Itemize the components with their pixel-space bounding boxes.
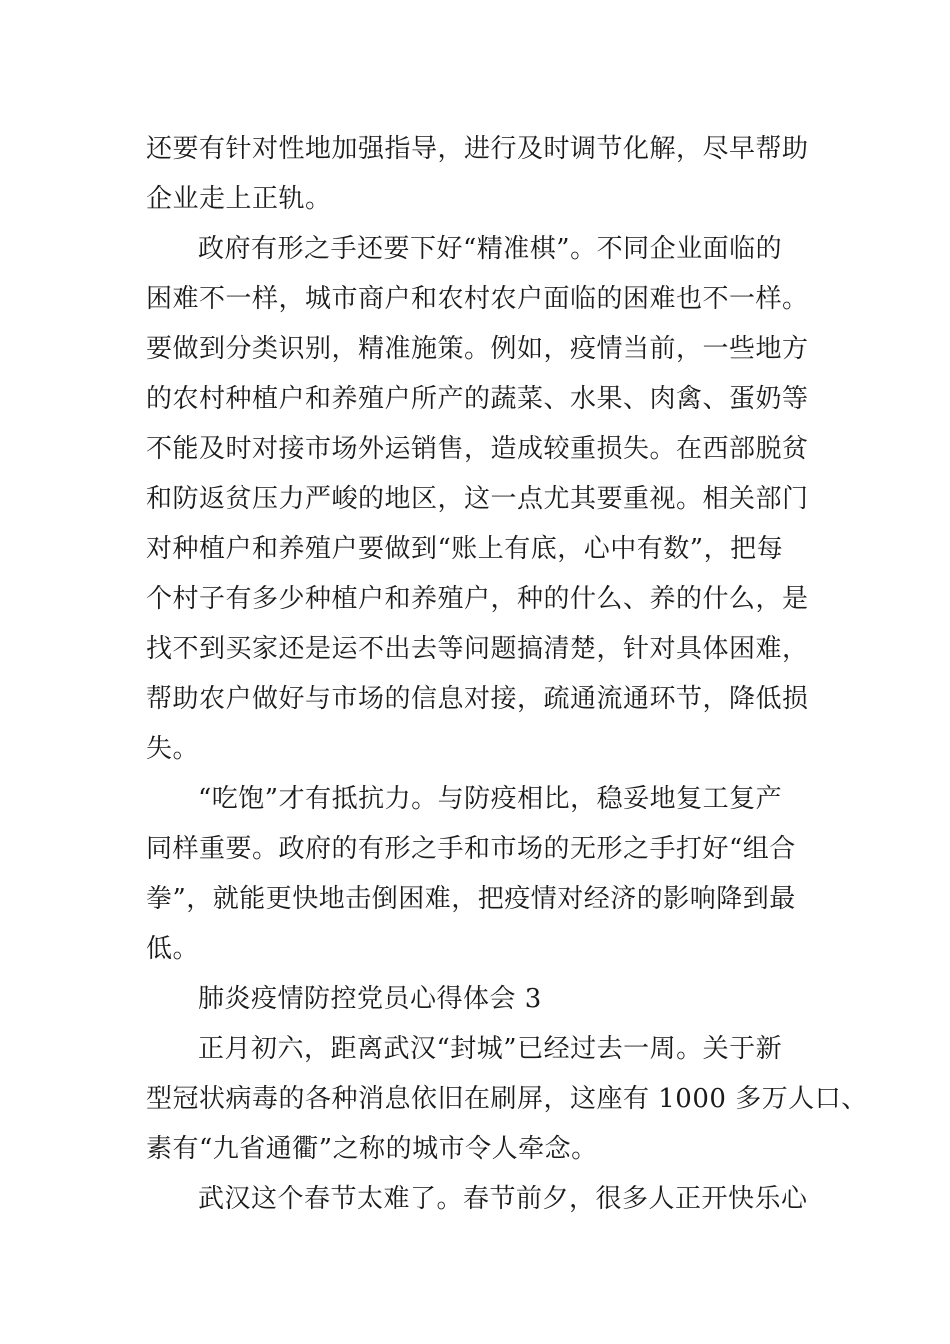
text-line: 低。 [146,934,200,964]
text-line: 武汉这个春节太难了。春节前夕，很多人正开快乐心 [198,1184,808,1214]
text-line: 正月初六，距离武汉“封城”已经过去一周。关于新 [198,1034,783,1064]
paragraph-wuhan-lockdown [146,1024,868,1174]
paragraph-combination-punch [146,774,811,974]
text-line: 对种植户和养殖户要做到“账上有底，心中有数”，把每 [146,534,784,564]
text-line: 的农村种植户和养殖户所产的蔬菜、水果、肉禽、蛋奶等 [146,384,809,414]
text-line: 帮助农户做好与市场的信息对接，疏通流通环节，降低损 [146,684,809,714]
section-heading [146,974,811,1024]
text-line: 还要有针对性地加强指导，进行及时调节化解，尽早帮助 [146,134,809,164]
text-line: 拳”，就能更快地击倒困难，把疫情对经济的影响降到最 [146,884,796,914]
text-line: 找不到买家还是运不出去等问题搞清楚，针对具体困难， [146,634,809,664]
text-line: 要做到分类识别，精准施策。例如，疫情当前，一些地方 [146,334,809,364]
text-line: 困难不一样，城市商户和农村农户面临的困难也不一样。 [146,284,809,314]
text-line: 企业走上正轨。 [146,184,332,214]
body-text [146,124,811,224]
paragraph-spring-festival [146,1174,811,1224]
text-line: 型冠状病毒的各种消息依旧在刷屏，这座有 1000 多万人口、 [146,1084,868,1114]
text-line: 同样重要。政府的有形之手和市场的无形之手打好“组合 [146,834,796,864]
paragraph-precise-chess [146,224,811,774]
text-line: 和防返贫压力严峻的地区，这一点尤其要重视。相关部门 [146,484,809,514]
text-line: 失。 [146,734,200,764]
text-line: “吃饱”才有抵抗力。与防疫相比，稳妥地复工复产 [198,784,783,814]
text-line: 素有“九省通衢”之称的城市令人牵念。 [146,1134,598,1164]
text-line: 个村子有多少种植户和养殖户，种的什么、养的什么，是 [146,584,809,614]
text-line: 政府有形之手还要下好“精准棋”。不同企业面临的 [198,234,783,264]
text-line: 不能及时对接市场外运销售，造成较重损失。在西部脱贫 [146,434,809,464]
section-title: 肺炎疫情防控党员心得体会 3 [198,984,542,1014]
